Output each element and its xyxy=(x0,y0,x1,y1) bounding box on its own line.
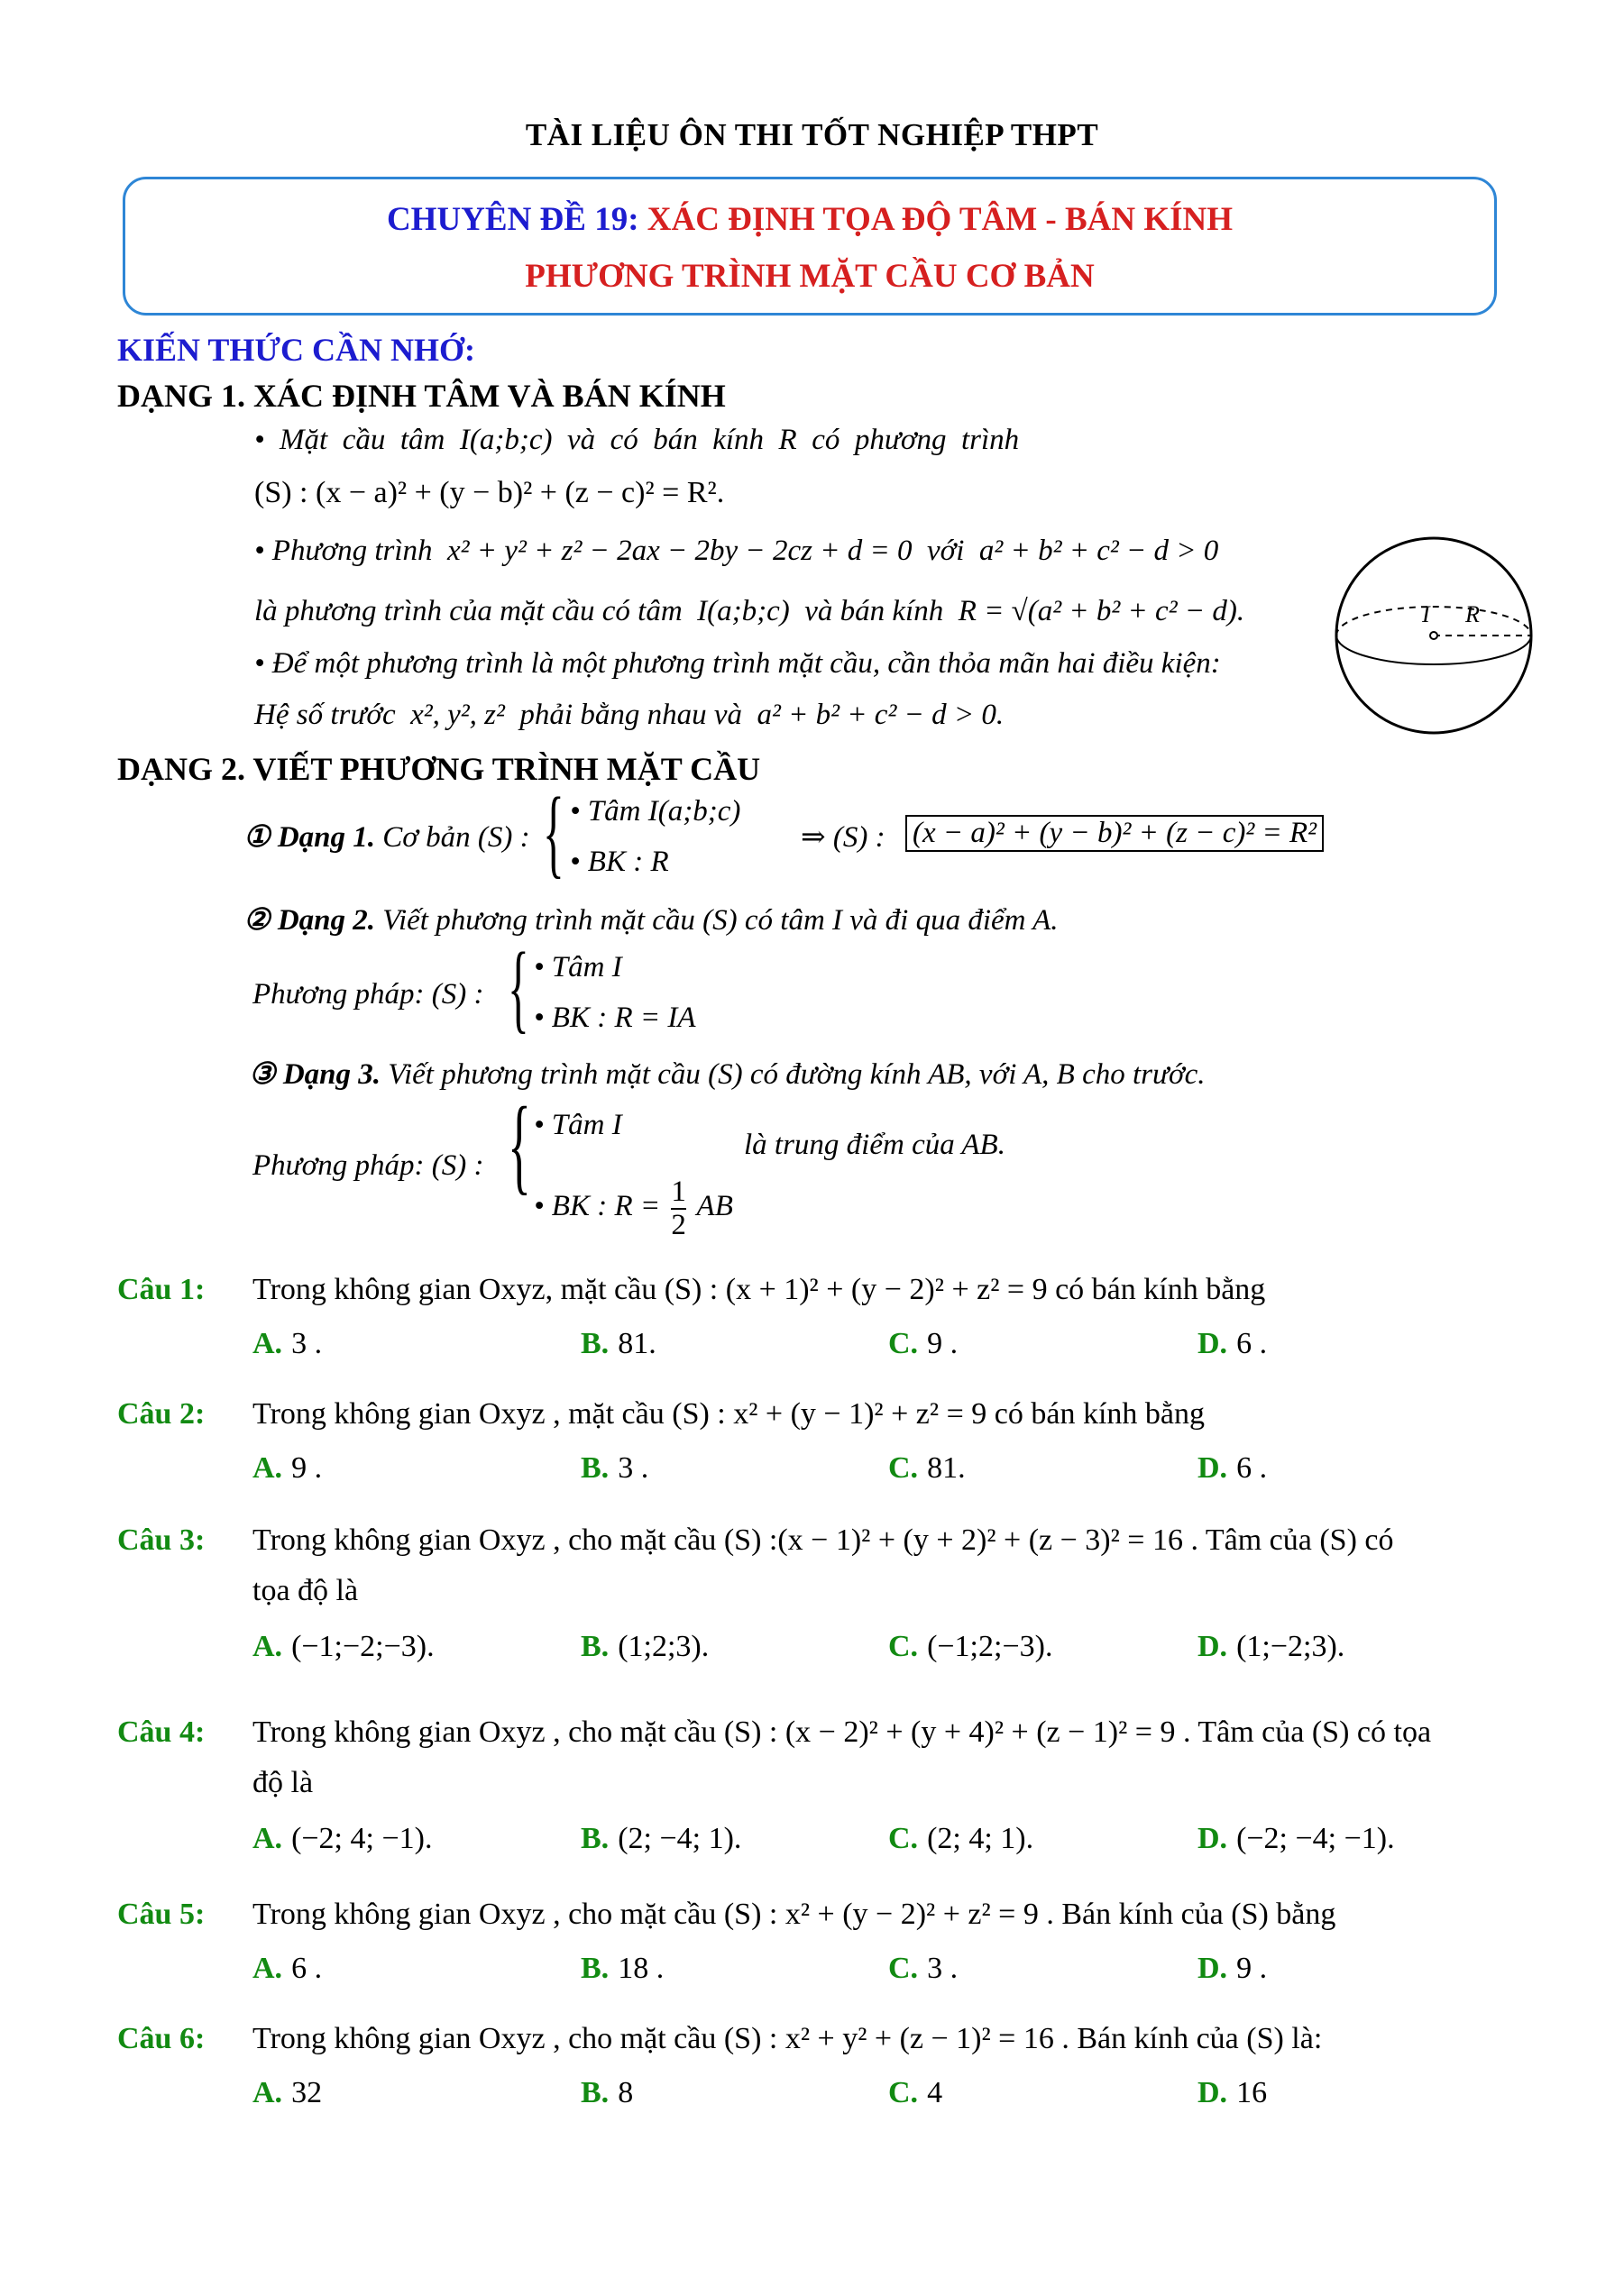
answer-option[interactable] xyxy=(888,1451,966,1486)
d3-side-note: là trung điểm của AB. xyxy=(744,1129,1005,1161)
answer-option[interactable] xyxy=(888,2076,942,2110)
answer-option[interactable] xyxy=(1197,1952,1267,1986)
answer-value: 32 xyxy=(291,2076,323,2109)
answer-option[interactable] xyxy=(581,1630,709,1664)
answer-letter: D. xyxy=(1197,1327,1228,1360)
answer-value: 3 . xyxy=(618,1451,649,1485)
answer-letter: B. xyxy=(581,1822,610,1855)
dang1-bullet1: • Mặt cầu tâm I(a;b;c) và có bán kính R có phương trình xyxy=(254,424,1020,456)
answer-letter: B. xyxy=(581,1451,610,1485)
d2-line xyxy=(243,901,1059,938)
topic-number: CHUYÊN ĐỀ 19: xyxy=(386,201,639,238)
sphere-figure xyxy=(1321,532,1546,739)
answer-option[interactable] xyxy=(1197,1822,1395,1856)
answer-letter: C. xyxy=(888,2076,919,2109)
answer-value: 81. xyxy=(927,1451,966,1485)
answer-letter: B. xyxy=(581,1630,610,1663)
answer-value: (−1;2;−3). xyxy=(927,1630,1053,1663)
question-text-cont: tọa độ là xyxy=(252,1574,359,1607)
answer-letter: C. xyxy=(888,1327,919,1360)
d1-case1: • Tâm I(a;b;c) xyxy=(570,795,741,828)
answer-value: 3 . xyxy=(927,1952,959,1985)
dang1-heading: DẠNG 1. XÁC ĐỊNH TÂM VÀ BÁN KÍNH xyxy=(117,378,726,414)
answer-value: (2; 4; 1). xyxy=(927,1822,1034,1855)
d1-label: ① Dạng 1. xyxy=(243,821,376,854)
document-header: TÀI LIỆU ÔN THI TỐT NGHIỆP THPT xyxy=(525,117,1099,152)
d2-brace: { xyxy=(508,932,529,1042)
question-label: Câu 2: xyxy=(117,1397,206,1431)
d3-case1: • Tâm I xyxy=(534,1109,622,1141)
answer-option[interactable] xyxy=(252,1327,322,1361)
answer-letter: A. xyxy=(252,1822,283,1855)
topic-title-line2: PHƯƠNG TRÌNH MẶT CẦU CƠ BẢN xyxy=(525,258,1095,295)
question-text: Trong không gian Oxyz , cho mặt cầu (S) : x² + y² + (z − 1)² = 16 . Bán kính của (S) là: xyxy=(252,2022,1323,2055)
answer-letter: A. xyxy=(252,1451,283,1485)
answer-value: (2; −4; 1). xyxy=(618,1822,742,1855)
question-text: Trong không gian Oxyz, mặt cầu (S) : (x + 1)² + (y − 2)² + z² = 9 có bán kính bằng xyxy=(252,1273,1266,1306)
answer-value: 18 . xyxy=(618,1952,665,1985)
answer-letter: D. xyxy=(1197,1952,1228,1985)
answer-option[interactable] xyxy=(1197,1327,1267,1361)
answer-value: (−1;−2;−3). xyxy=(291,1630,435,1663)
d1-case2: • BK : R xyxy=(570,846,669,878)
answer-value: (−2; 4; −1). xyxy=(291,1822,433,1855)
answer-option[interactable] xyxy=(888,1630,1052,1664)
answer-letter: D. xyxy=(1197,1630,1228,1663)
d3-line xyxy=(249,1056,1206,1092)
d3-method: Phương pháp: (S) : xyxy=(252,1149,484,1182)
topic-title-line1 xyxy=(123,200,1497,239)
d2-label: ② Dạng 2. xyxy=(243,904,376,937)
answer-option[interactable] xyxy=(888,1952,958,1986)
answer-option[interactable] xyxy=(1197,1630,1344,1664)
d3-brace: { xyxy=(508,1084,531,1204)
answer-option[interactable] xyxy=(581,1327,656,1361)
d3-text: Viết phương trình mặt cầu (S) có đường kính AB, với A, B cho trước. xyxy=(388,1058,1206,1091)
answer-option[interactable] xyxy=(252,2076,322,2110)
answer-option[interactable] xyxy=(581,1952,664,1986)
d2-method: Phương pháp: (S) : xyxy=(252,978,484,1011)
answer-value: 6 . xyxy=(1236,1451,1268,1485)
answer-value: 16 xyxy=(1236,2076,1268,2109)
question-text: Trong không gian Oxyz , cho mặt cầu (S) :(x − 1)² + (y + 2)² + (z − 3)² = 16 . Tâm của (S) có xyxy=(252,1523,1394,1557)
sphere-label-r: R xyxy=(1465,601,1480,627)
answer-option[interactable] xyxy=(1197,1451,1267,1486)
answer-value: (1;−2;3). xyxy=(1236,1630,1345,1663)
answer-letter: A. xyxy=(252,1630,283,1663)
answer-value: 6 . xyxy=(291,1952,323,1985)
answer-letter: B. xyxy=(581,1952,610,1985)
question-text: Trong không gian Oxyz , cho mặt cầu (S) : (x − 2)² + (y + 4)² + (z − 1)² = 9 . Tâm của (S) có tọa xyxy=(252,1715,1432,1749)
topic-title: XÁC ĐỊNH TỌA ĐỘ TÂM - BÁN KÍNH xyxy=(647,201,1234,238)
d3-case2 xyxy=(534,1176,733,1240)
d1-line xyxy=(243,819,530,855)
answer-option[interactable] xyxy=(581,1451,648,1486)
answer-letter: D. xyxy=(1197,2076,1228,2109)
question-label: Câu 5: xyxy=(117,1898,206,1931)
answer-option[interactable] xyxy=(888,1822,1033,1856)
d1-boxed-equation: (x − a)² + (y − b)² + (z − c)² = R² xyxy=(905,815,1324,852)
answer-letter: C. xyxy=(888,1630,919,1663)
answer-option[interactable] xyxy=(252,1952,322,1986)
question-text: Trong không gian Oxyz , mặt cầu (S) : x² + (y − 1)² + z² = 9 có bán kính bằng xyxy=(252,1397,1205,1431)
dang2-heading: DẠNG 2. VIẾT PHƯƠNG TRÌNH MẶT CẦU xyxy=(117,751,761,787)
answer-value: 6 . xyxy=(1236,1327,1268,1360)
answer-option[interactable] xyxy=(1197,2076,1267,2110)
question-label: Câu 6: xyxy=(117,2022,206,2055)
answer-letter: B. xyxy=(581,2076,610,2109)
question-text-cont: độ là xyxy=(252,1766,314,1799)
answer-value: 4 xyxy=(927,2076,943,2109)
answer-option[interactable] xyxy=(252,1822,432,1856)
answer-option[interactable] xyxy=(252,1630,435,1664)
answer-value: (1;2;3). xyxy=(618,1630,710,1663)
answer-option[interactable] xyxy=(252,1451,322,1486)
d2-text: Viết phương trình mặt cầu (S) có tâm I và đi qua điểm A. xyxy=(382,904,1059,937)
answer-letter: C. xyxy=(888,1822,919,1855)
answer-value: 8 xyxy=(618,2076,634,2109)
d2-case2: • BK : R = IA xyxy=(534,1002,696,1034)
answer-letter: A. xyxy=(252,1327,283,1360)
answer-letter: D. xyxy=(1197,1451,1228,1485)
d3-fraction xyxy=(671,1176,686,1240)
answer-letter: A. xyxy=(252,1952,283,1985)
d3-case2-suffix: AB xyxy=(696,1190,733,1223)
question-text: Trong không gian Oxyz , cho mặt cầu (S) : x² + (y − 2)² + z² = 9 . Bán kính của (S) bằng xyxy=(252,1898,1336,1931)
sphere-label-i: I xyxy=(1422,601,1430,627)
dang1-bullet2a: • Phương trình x² + y² + z² − 2ax − 2by − 2cz + d = 0 với a² + b² + c² − d > 0 xyxy=(254,535,1219,567)
answer-letter: C. xyxy=(888,1952,919,1985)
dang1-bullet3a: • Để một phương trình là một phương trình mặt cầu, cần thỏa mãn hai điều kiện: xyxy=(254,647,1221,680)
question-label: Câu 4: xyxy=(117,1715,206,1749)
answer-option[interactable] xyxy=(888,1327,958,1361)
dang1-bullet3b: Hệ số trước x², y², z² phải bằng nhau và a² + b² + c² − d > 0. xyxy=(254,699,1005,731)
d1-brace: { xyxy=(543,777,564,887)
answer-value: 9 . xyxy=(291,1451,323,1485)
section-kien-thuc: KIẾN THỨC CẦN NHỚ: xyxy=(117,332,476,368)
answer-value: 9 . xyxy=(1236,1952,1268,1985)
sphere-center xyxy=(1430,632,1437,639)
answer-letter: D. xyxy=(1197,1822,1228,1855)
d1-text: Cơ bản (S) : xyxy=(382,821,530,854)
answer-value: 3 . xyxy=(291,1327,323,1360)
answer-option[interactable] xyxy=(581,1822,741,1856)
d3-fraction-den: 2 xyxy=(671,1208,686,1241)
d2-case1: • Tâm I xyxy=(534,951,622,983)
answer-value: (−2; −4; −1). xyxy=(1236,1822,1395,1855)
answer-value: 9 . xyxy=(927,1327,959,1360)
answer-value: 81. xyxy=(618,1327,656,1360)
answer-letter: A. xyxy=(252,2076,283,2109)
dang1-bullet2b: là phương trình của mặt cầu có tâm I(a;b;c) và bán kính R = √(a² + b² + c² − d). xyxy=(254,595,1245,627)
d3-label: ③ Dạng 3. xyxy=(249,1058,381,1091)
question-label: Câu 3: xyxy=(117,1523,206,1557)
d3-case2-prefix: • BK : R = xyxy=(534,1190,661,1223)
answer-letter: B. xyxy=(581,1327,610,1360)
dang1-equation: (S) : (x − a)² + (y − b)² + (z − c)² = R². xyxy=(254,476,725,509)
question-label: Câu 1: xyxy=(117,1273,206,1306)
d1-arrow: ⇒ (S) : xyxy=(801,821,885,854)
d3-fraction-num: 1 xyxy=(671,1175,686,1208)
answer-option[interactable] xyxy=(581,2076,633,2110)
answer-letter: C. xyxy=(888,1451,919,1485)
